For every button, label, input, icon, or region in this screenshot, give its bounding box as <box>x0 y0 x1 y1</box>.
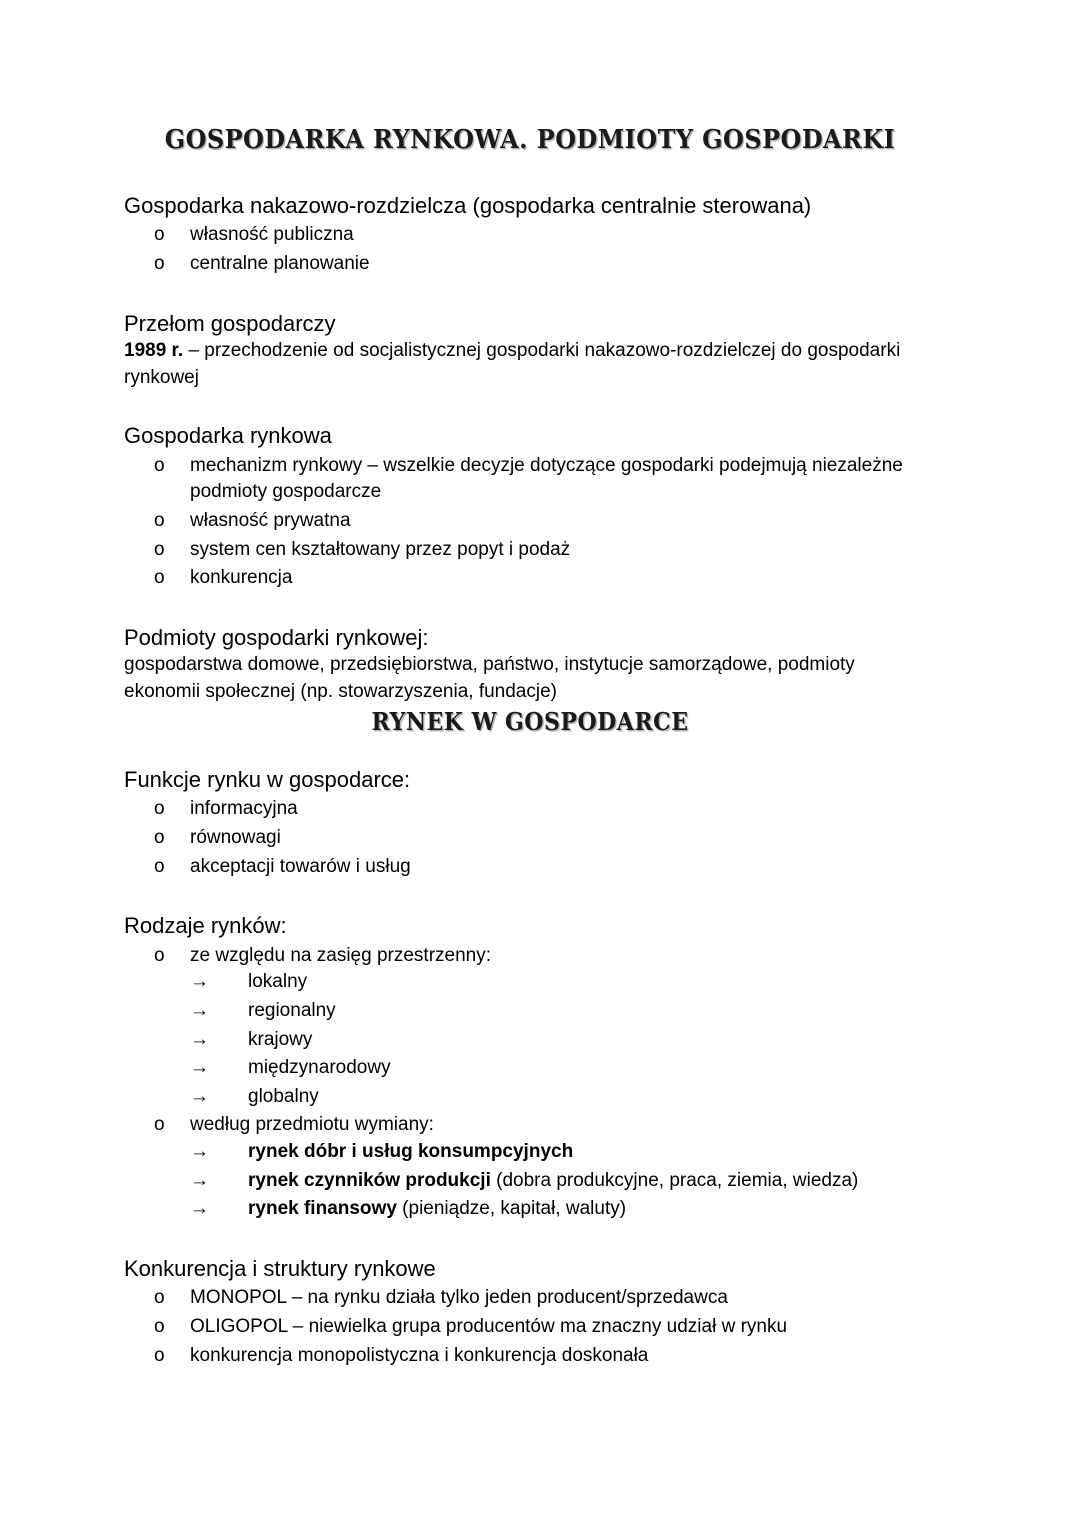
arrow-right-icon: → <box>190 1057 209 1079</box>
circle-bullet-icon: o <box>154 827 165 849</box>
section-heading-podmioty: Podmioty gospodarki rynkowej: <box>124 624 429 650</box>
spacer <box>124 882 936 912</box>
sublist-item <box>190 1027 936 1054</box>
sublist-item-label: krajowy <box>248 1028 313 1050</box>
sublist-item-label: międzynarodowy <box>248 1057 391 1079</box>
section-przelom-gospodarczy <box>124 310 936 393</box>
circle-bullet-icon: o <box>154 1344 165 1366</box>
list-item <box>124 796 936 823</box>
list-item <box>124 222 936 249</box>
arrow-right-icon: → <box>190 1141 209 1163</box>
section-heading-funkcje: Funkcje rynku w gospodarce: <box>124 766 411 792</box>
sublist-item <box>190 1139 936 1166</box>
list-rodzaje-rynkow <box>124 943 936 1223</box>
section-heading-rodzaje: Rodzaje rynków: <box>124 913 287 939</box>
przelom-year-bold: 1989 r. <box>124 340 184 362</box>
list-nakazowo <box>124 222 936 277</box>
sublist-item-label-rest: (dobra produkcyjne, praca, ziemia, wiedza) <box>490 1169 859 1191</box>
circle-bullet-icon: o <box>154 1114 165 1136</box>
document-title: GOSPODARKA RYNKOWA. PODMIOTY GOSPODARKI <box>164 125 896 155</box>
list-item <box>124 508 936 535</box>
sublist-item <box>190 998 936 1025</box>
list-item-label: MONOPOL – na rynku działa tylko jeden producent/sprzedawca <box>190 1287 728 1309</box>
arrow-right-icon: → <box>190 1000 209 1022</box>
sublist-item-label-bold: rynek czynników produkcji <box>248 1169 491 1191</box>
list-item-label: własność publiczna <box>190 224 354 246</box>
sublist-item <box>190 1084 936 1111</box>
spacer <box>124 392 936 422</box>
sublist-item <box>190 1168 936 1195</box>
list-item <box>124 1343 936 1370</box>
section-funkcje-rynku <box>124 766 936 880</box>
list-item-label: własność prywatna <box>190 509 351 531</box>
list-item <box>124 537 936 564</box>
list-item-label: akceptacji towarów i usług <box>190 855 411 877</box>
przelom-body-paragraph <box>124 338 936 392</box>
circle-bullet-icon: o <box>154 944 165 966</box>
circle-bullet-icon: o <box>154 1287 165 1309</box>
spacer <box>124 1225 936 1255</box>
circle-bullet-icon: o <box>154 253 165 275</box>
list-item <box>124 453 936 506</box>
arrow-right-icon: → <box>190 971 209 993</box>
section-gospodarka-rynkowa <box>124 422 936 592</box>
section-heading-przelom: Przełom gospodarczy <box>124 310 336 336</box>
spacer <box>124 280 936 310</box>
sublist-przedmiot-wymiany <box>190 1139 936 1223</box>
sublist-item <box>190 1055 936 1082</box>
document-content <box>124 126 936 1371</box>
list-item-label: OLIGOPOL – niewielka grupa producentów ma znaczny udział w rynku <box>190 1315 788 1337</box>
circle-bullet-icon: o <box>154 798 165 820</box>
list-item <box>124 825 936 852</box>
list-funkcje-rynku <box>124 796 936 880</box>
section-konkurencja-struktury <box>124 1255 936 1369</box>
sublist-item-label-bold: rynek dóbr i usług konsumpcyjnych <box>248 1141 574 1163</box>
circle-bullet-icon: o <box>154 509 165 531</box>
arrow-right-icon: → <box>190 1169 209 1191</box>
list-item <box>124 1314 936 1341</box>
list-item-label: centralne planowanie <box>190 253 370 275</box>
list-item-label: według przedmiotu wymiany: <box>190 1114 434 1136</box>
arrow-right-icon: → <box>190 1085 209 1107</box>
circle-bullet-icon: o <box>154 538 165 560</box>
list-item <box>124 251 936 278</box>
sublist-item-label: lokalny <box>248 971 308 993</box>
spacer <box>124 594 936 624</box>
list-item-label: informacyjna <box>190 798 298 820</box>
circle-bullet-icon: o <box>154 855 165 877</box>
list-item <box>124 1112 936 1222</box>
list-gospodarka-rynkowa <box>124 453 936 592</box>
arrow-right-icon: → <box>190 1028 209 1050</box>
document-subtitle: RYNEK W GOSPODARCE <box>371 707 689 737</box>
circle-bullet-icon: o <box>154 1315 165 1337</box>
section-podmioty-gospodarki <box>124 624 936 707</box>
list-item-label: mechanizm rynkowy – wszelkie decyzje dotyczące gospodarki podejmują niezależne podmioty gospodarcze <box>190 454 903 503</box>
list-item <box>124 943 936 1111</box>
circle-bullet-icon: o <box>154 567 165 589</box>
sublist-zasieg-przestrzenny <box>190 969 936 1110</box>
section-rodzaje-rynkow <box>124 912 936 1223</box>
section-heading-rynkowa: Gospodarka rynkowa <box>124 423 332 449</box>
list-item-label: konkurencja <box>190 567 293 589</box>
section-nakazowo-rozdzielcza <box>124 192 936 278</box>
sublist-item-label: globalny <box>248 1085 319 1107</box>
przelom-body-text: – przechodzenie od socjalistycznej gospodarki nakazowo-rozdzielczej do gospodarki rynkowej <box>124 340 901 389</box>
list-item <box>124 1285 936 1312</box>
list-item-label: system cen kształtowany przez popyt i podaż <box>190 538 571 560</box>
sublist-item-label-bold: rynek finansowy <box>248 1198 397 1220</box>
sublist-item-label: regionalny <box>248 1000 336 1022</box>
list-item <box>124 565 936 592</box>
arrow-right-icon: → <box>190 1198 209 1220</box>
section-heading-konkurencja: Konkurencja i struktury rynkowe <box>124 1255 436 1281</box>
sublist-item-label-rest: (pieniądze, kapitał, waluty) <box>396 1198 627 1220</box>
list-item <box>124 854 936 881</box>
podmioty-body-paragraph: gospodarstwa domowe, przedsiębiorstwa, państwo, instytucje samorządowe, podmioty ekonomii społecznej (np. stowarzyszenia, fundacje) <box>124 654 855 703</box>
list-item-label: konkurencja monopolistyczna i konkurencja doskonała <box>190 1344 649 1366</box>
list-konkurencja <box>124 1285 936 1369</box>
sublist-item <box>190 1196 936 1223</box>
circle-bullet-icon: o <box>154 224 165 246</box>
spacer <box>124 736 936 766</box>
list-item-label: równowagi <box>190 827 281 849</box>
circle-bullet-icon: o <box>154 454 165 476</box>
list-item-label: ze względu na zasięg przestrzenny: <box>190 944 491 966</box>
sublist-item <box>190 969 936 996</box>
section-heading-nakazowo: Gospodarka nakazowo-rozdzielcza (gospodarka centralnie sterowana) <box>124 192 812 218</box>
